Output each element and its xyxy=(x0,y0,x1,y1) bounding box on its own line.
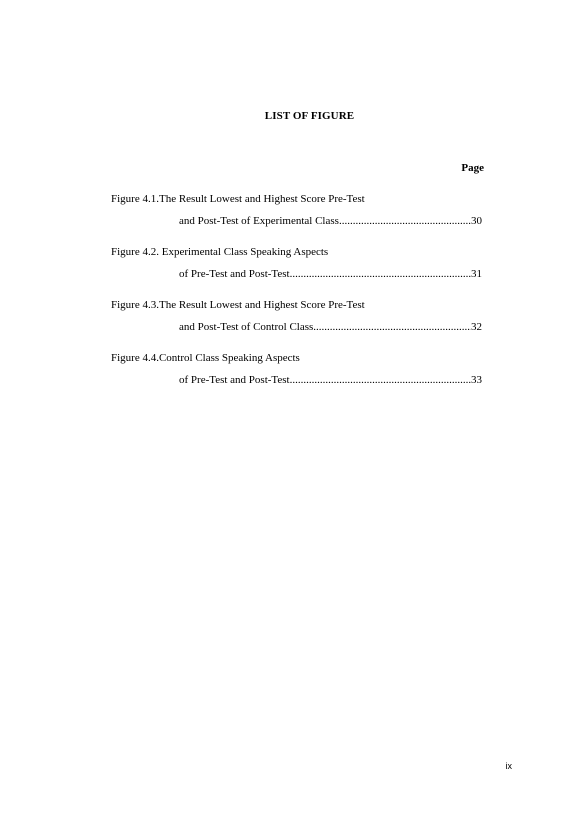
list-item xyxy=(111,194,482,247)
figure-caption-continuation xyxy=(111,216,482,238)
figure-caption: Figure 4.4.Control Class Speaking Aspects xyxy=(111,352,300,364)
figure-caption-text: of Pre-Test and Post-Test xyxy=(179,268,290,280)
figure-caption: Figure 4.3.The Result Lowest and Highest Score Pre-Test xyxy=(111,299,365,311)
figure-caption-text: and Post-Test of Control Class xyxy=(179,321,314,333)
page-title: LIST OF FIGURE xyxy=(264,110,355,122)
page-number: 33 xyxy=(471,374,482,386)
page-number: 30 xyxy=(471,215,482,227)
dot-leader xyxy=(290,269,471,291)
dot-leader xyxy=(290,375,471,397)
folio-page-number: ix xyxy=(505,761,512,771)
page-column-heading: Page xyxy=(461,162,484,174)
list-item xyxy=(111,300,482,353)
list-item xyxy=(111,247,482,300)
figure-caption-continuation xyxy=(111,322,482,344)
figure-caption: Figure 4.2. Experimental Class Speaking Aspects xyxy=(111,246,329,258)
dot-leader xyxy=(313,322,471,344)
figure-caption-continuation xyxy=(111,375,482,397)
figure-caption-text: of Pre-Test and Post-Test xyxy=(179,374,290,386)
figure-caption-continuation xyxy=(111,269,482,291)
page-number: 32 xyxy=(471,321,482,333)
dot-leader xyxy=(339,216,471,238)
figure-list xyxy=(111,194,482,406)
figure-caption: Figure 4.1.The Result Lowest and Highest Score Pre-Test xyxy=(111,193,365,205)
figure-caption-text: and Post-Test of Experimental Class xyxy=(179,215,339,227)
list-item xyxy=(111,353,482,406)
page-number: 31 xyxy=(471,268,482,280)
